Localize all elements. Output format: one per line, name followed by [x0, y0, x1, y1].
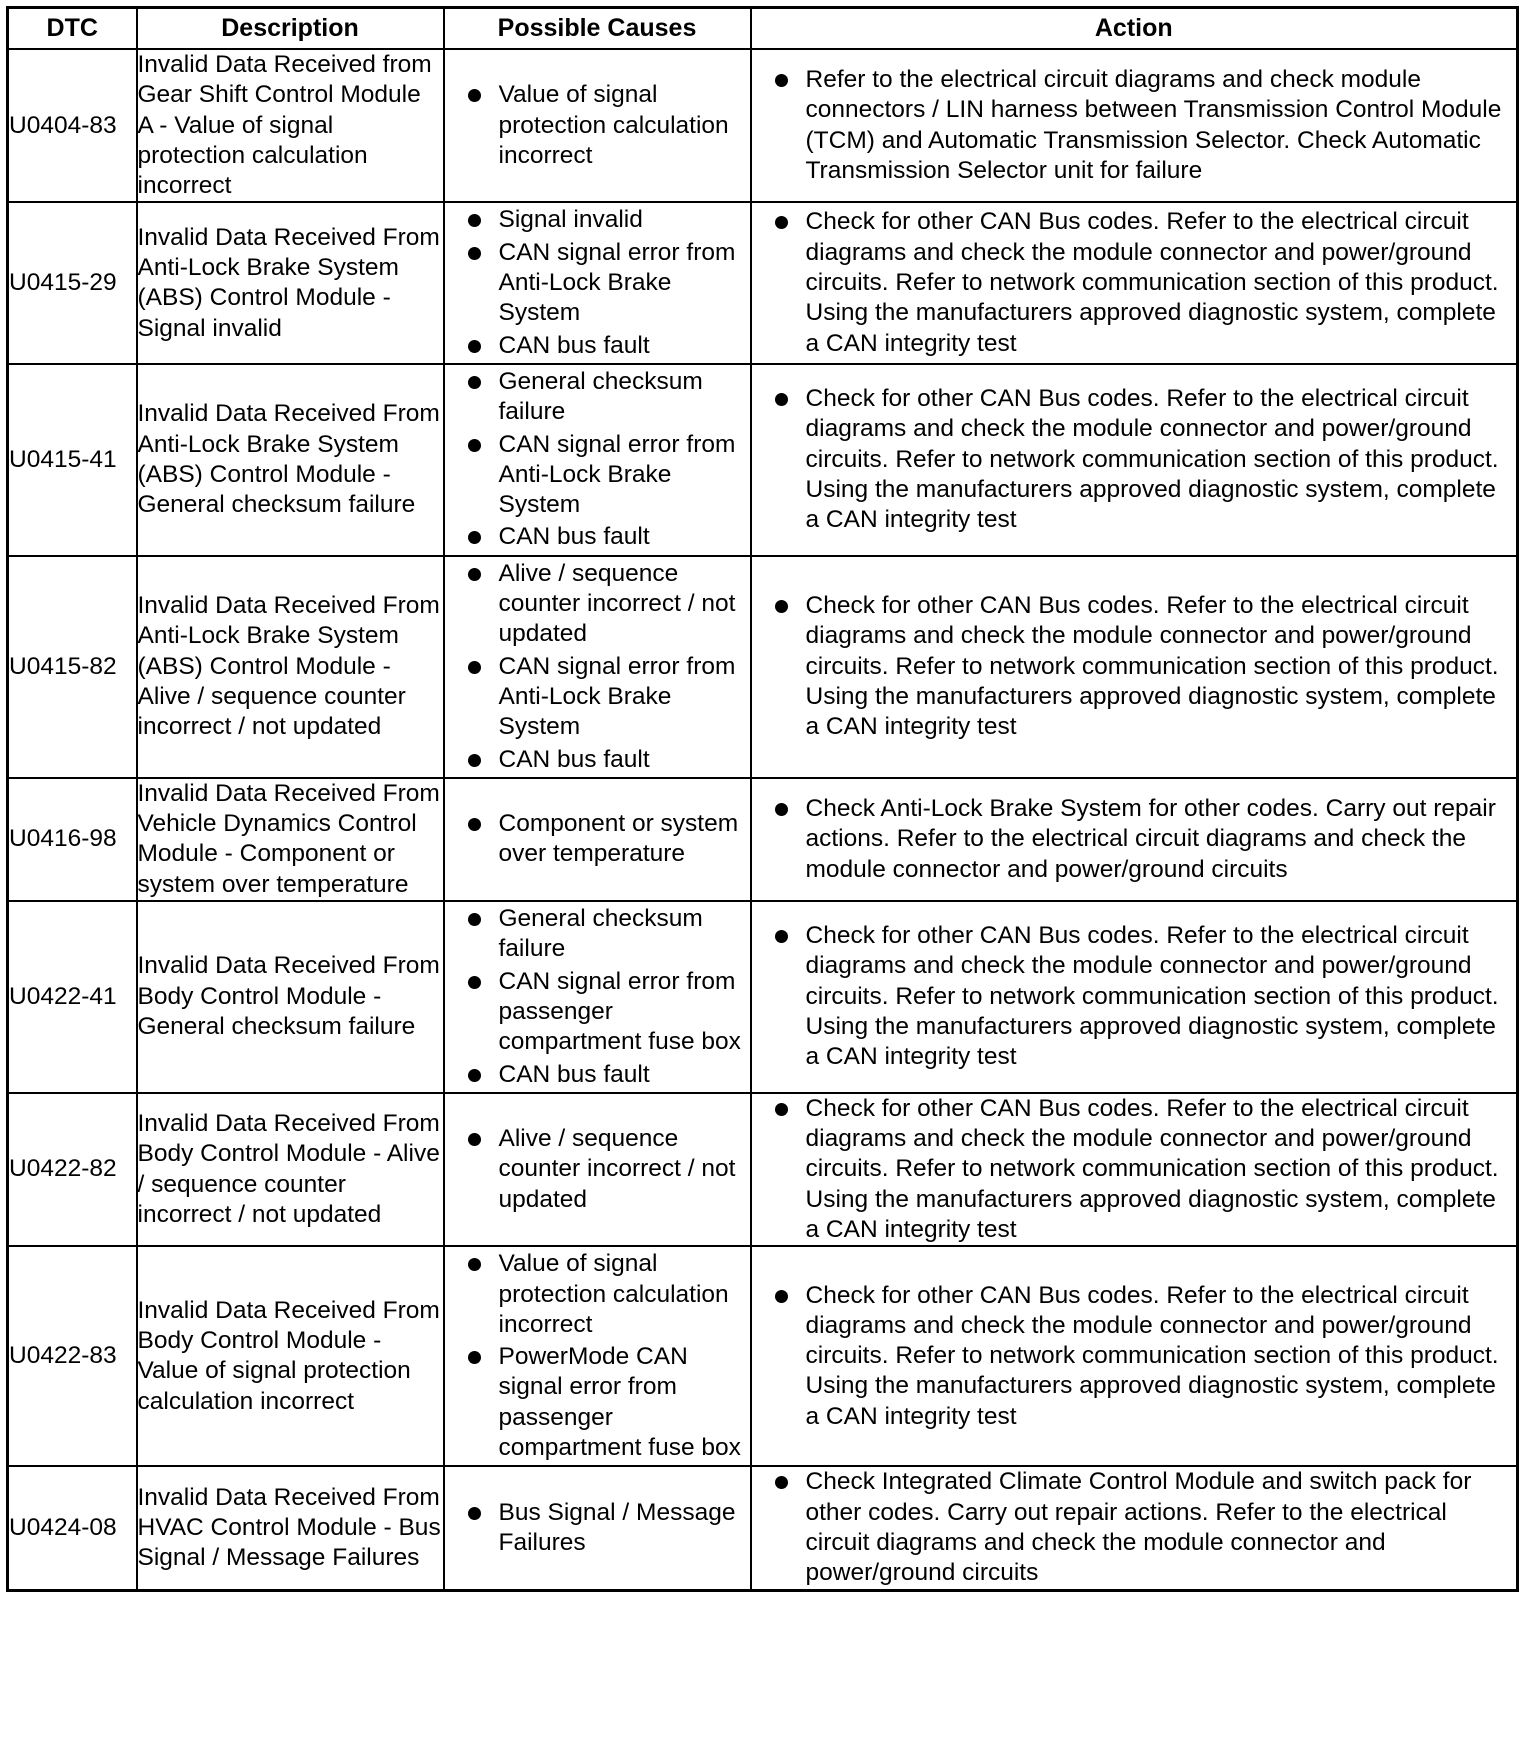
cause-text: CAN bus fault — [498, 1060, 650, 1088]
action-cell — [751, 49, 1518, 202]
cause-text: Alive / sequence counter incorrect / not updated — [498, 559, 736, 648]
action-item — [752, 65, 1517, 186]
action-item — [752, 384, 1517, 535]
dtc-description: Invalid Data Received From Body Control Module - General checksum failure — [137, 901, 444, 1093]
cause-item — [445, 1060, 750, 1090]
table-row — [8, 778, 1518, 901]
bullet-icon — [468, 1258, 481, 1271]
cause-text: CAN bus fault — [498, 331, 650, 359]
bullet-icon — [468, 568, 481, 581]
cause-item — [445, 745, 750, 775]
dtc-description: Invalid Data Received From Anti-Lock Brake System (ABS) Control Module - General checksum failure — [137, 364, 444, 556]
bullet-icon — [468, 214, 481, 227]
cause-item — [445, 205, 750, 235]
table-row — [8, 364, 1518, 556]
cause-text: Bus Signal / Message Failures — [498, 1498, 736, 1556]
bullet-icon — [775, 393, 788, 406]
action-cell — [751, 778, 1518, 901]
causes-list — [445, 1498, 750, 1559]
causes-list — [445, 1249, 750, 1463]
bullet-icon — [468, 247, 481, 260]
action-cell — [751, 364, 1518, 556]
action-cell — [751, 556, 1518, 778]
action-item — [752, 1094, 1517, 1245]
cause-text: Value of signal protection calculation incorrect — [498, 81, 729, 169]
bullet-icon — [468, 818, 481, 831]
action-text: Check for other CAN Bus codes. Refer to the electrical circuit diagrams and check the module connector and power/ground circuits. Refer to network communication section of this product. Using the manufacturers approved diagnostic system, complete a CAN integrity test — [805, 592, 1499, 741]
action-item — [752, 1281, 1517, 1432]
action-text: Refer to the electrical circuit diagrams and check module connectors / LIN harness between Transmission Control Module (TCM) and Automatic Transmission Selector. Check Automatic Transmission Selector unit for failure — [805, 66, 1502, 185]
bullet-icon — [468, 439, 481, 452]
possible-causes-cell — [444, 901, 751, 1093]
dtc-description: Invalid Data Received from Gear Shift Control Module A - Value of signal protection calculation incorrect — [137, 49, 444, 202]
dtc-description: Invalid Data Received From Body Control Module - Alive / sequence counter incorrect / not updated — [137, 1093, 444, 1246]
cause-text: CAN signal error from Anti-Lock Brake System — [498, 430, 736, 519]
table-body — [8, 49, 1518, 1590]
cause-item — [445, 652, 750, 743]
possible-causes-cell — [444, 1466, 751, 1590]
cause-item — [445, 238, 750, 329]
table-row — [8, 1466, 1518, 1590]
cause-text: Component or system over temperature — [498, 810, 739, 868]
bullet-icon — [775, 1476, 788, 1489]
actions-list — [752, 207, 1517, 358]
cause-text: General checksum failure — [498, 905, 703, 963]
possible-causes-cell — [444, 778, 751, 901]
cause-item — [445, 522, 750, 552]
bullet-icon — [775, 74, 788, 87]
actions-list — [752, 794, 1517, 885]
possible-causes-cell — [444, 1093, 751, 1246]
possible-causes-cell — [444, 49, 751, 202]
dtc-description: Invalid Data Received From Anti-Lock Brake System (ABS) Control Module - Signal invalid — [137, 202, 444, 363]
cause-text: Alive / sequence counter incorrect / not updated — [498, 1125, 736, 1213]
bullet-icon — [468, 1133, 481, 1146]
action-cell — [751, 1093, 1518, 1246]
causes-list — [445, 80, 750, 171]
cause-item — [445, 430, 750, 521]
header-action: Action — [751, 8, 1518, 50]
cause-item — [445, 809, 750, 870]
table-row — [8, 49, 1518, 202]
action-cell — [751, 202, 1518, 363]
cause-text: CAN signal error from passenger compartment fuse box — [498, 967, 741, 1056]
causes-list — [445, 904, 750, 1090]
action-text: Check for other CAN Bus codes. Refer to the electrical circuit diagrams and check the module connector and power/ground circuits. Refer to network communication section of this product. Using the manufacturers approved diagnostic system, complete a CAN integrity test — [805, 208, 1499, 357]
action-cell — [751, 1246, 1518, 1466]
cause-item — [445, 904, 750, 965]
action-item — [752, 921, 1517, 1072]
bullet-icon — [468, 376, 481, 389]
possible-causes-cell — [444, 556, 751, 778]
dtc-code: U0404-83 — [8, 49, 137, 202]
table-row — [8, 1246, 1518, 1466]
actions-list — [752, 1281, 1517, 1432]
cause-text: Value of signal protection calculation incorrect — [498, 1250, 729, 1338]
cause-item — [445, 1498, 750, 1559]
bullet-icon — [468, 913, 481, 926]
bullet-icon — [775, 1290, 788, 1303]
dtc-code: U0422-83 — [8, 1246, 137, 1466]
header-description: Description — [137, 8, 444, 50]
bullet-icon — [775, 803, 788, 816]
action-text: Check Integrated Climate Control Module and switch pack for other codes. Carry out repair actions. Refer to the electrical circuit diagrams and check the module connector and power/ground circuits — [805, 1468, 1472, 1587]
action-text: Check for other CAN Bus codes. Refer to the electrical circuit diagrams and check the module connector and power/ground circuits. Refer to network communication section of this product. Using the manufacturers approved diagnostic system, complete a CAN integrity test — [805, 385, 1499, 534]
dtc-code: U0416-98 — [8, 778, 137, 901]
action-text: Check Anti-Lock Brake System for other codes. Carry out repair actions. Refer to the electrical circuit diagrams and check the module connector and power/ground circuits — [805, 794, 1496, 883]
actions-list — [752, 65, 1517, 186]
cause-text: Signal invalid — [498, 206, 643, 234]
table-row — [8, 1093, 1518, 1246]
actions-list — [752, 384, 1517, 535]
header-dtc: DTC — [8, 8, 137, 50]
action-item — [752, 591, 1517, 742]
possible-causes-cell — [444, 202, 751, 363]
cause-item — [445, 80, 750, 171]
bullet-icon — [468, 1351, 481, 1364]
bullet-icon — [468, 976, 481, 989]
action-text: Check for other CAN Bus codes. Refer to the electrical circuit diagrams and check the module connector and power/ground circuits. Refer to network communication section of this product. Using the manufacturers approved diagnostic system, complete a CAN integrity test — [805, 1094, 1499, 1243]
dtc-code: U0422-41 — [8, 901, 137, 1093]
header-possible-causes: Possible Causes — [444, 8, 751, 50]
causes-list — [445, 559, 750, 775]
dtc-table — [6, 6, 1519, 1592]
dtc-code: U0415-82 — [8, 556, 137, 778]
actions-list — [752, 921, 1517, 1072]
dtc-description: Invalid Data Received From Anti-Lock Brake System (ABS) Control Module - Alive / sequence counter incorrect / not updated — [137, 556, 444, 778]
actions-list — [752, 1467, 1517, 1588]
causes-list — [445, 809, 750, 870]
dtc-description: Invalid Data Received From Body Control Module - Value of signal protection calculation incorrect — [137, 1246, 444, 1466]
dtc-description: Invalid Data Received From Vehicle Dynamics Control Module - Component or system over temperature — [137, 778, 444, 901]
causes-list — [445, 367, 750, 553]
cause-text: CAN bus fault — [498, 523, 650, 551]
dtc-code: U0415-29 — [8, 202, 137, 363]
action-text: Check for other CAN Bus codes. Refer to the electrical circuit diagrams and check the module connector and power/ground circuits. Refer to network communication section of this product. Using the manufacturers approved diagnostic system, complete a CAN integrity test — [805, 922, 1499, 1071]
cause-text: PowerMode CAN signal error from passenger compartment fuse box — [498, 1343, 741, 1462]
cause-text: General checksum failure — [498, 367, 703, 426]
cause-item — [445, 1124, 750, 1215]
cause-item — [445, 967, 750, 1058]
cause-text: CAN bus fault — [498, 745, 650, 773]
possible-causes-cell — [444, 1246, 751, 1466]
bullet-icon — [468, 89, 481, 102]
bullet-icon — [775, 600, 788, 613]
dtc-description: Invalid Data Received From HVAC Control Module - Bus Signal / Message Failures — [137, 1466, 444, 1590]
cause-item — [445, 1342, 750, 1463]
cause-item — [445, 559, 750, 650]
actions-list — [752, 591, 1517, 742]
possible-causes-cell — [444, 364, 751, 556]
bullet-icon — [468, 661, 481, 674]
action-text: Check for other CAN Bus codes. Refer to the electrical circuit diagrams and check the module connector and power/ground circuits. Refer to network communication section of this product. Using the manufacturers approved diagnostic system, complete a CAN integrity test — [805, 1281, 1499, 1430]
bullet-icon — [468, 531, 481, 544]
cause-text: CAN signal error from Anti-Lock Brake System — [498, 652, 736, 741]
bullet-icon — [775, 1103, 788, 1116]
table-row — [8, 901, 1518, 1093]
bullet-icon — [468, 340, 481, 353]
bullet-icon — [468, 754, 481, 767]
action-item — [752, 207, 1517, 358]
causes-list — [445, 205, 750, 360]
cause-item — [445, 331, 750, 361]
action-item — [752, 1467, 1517, 1588]
table-row — [8, 202, 1518, 363]
bullet-icon — [775, 930, 788, 943]
cause-item — [445, 1249, 750, 1340]
bullet-icon — [468, 1507, 481, 1520]
dtc-code: U0415-41 — [8, 364, 137, 556]
header-row — [8, 8, 1518, 50]
table-row — [8, 556, 1518, 778]
actions-list — [752, 1094, 1517, 1245]
dtc-code: U0424-08 — [8, 1466, 137, 1590]
action-cell — [751, 901, 1518, 1093]
cause-text: CAN signal error from Anti-Lock Brake System — [498, 238, 736, 327]
cause-item — [445, 367, 750, 428]
bullet-icon — [468, 1069, 481, 1082]
dtc-code: U0422-82 — [8, 1093, 137, 1246]
bullet-icon — [775, 216, 788, 229]
action-cell — [751, 1466, 1518, 1590]
causes-list — [445, 1124, 750, 1215]
action-item — [752, 794, 1517, 885]
